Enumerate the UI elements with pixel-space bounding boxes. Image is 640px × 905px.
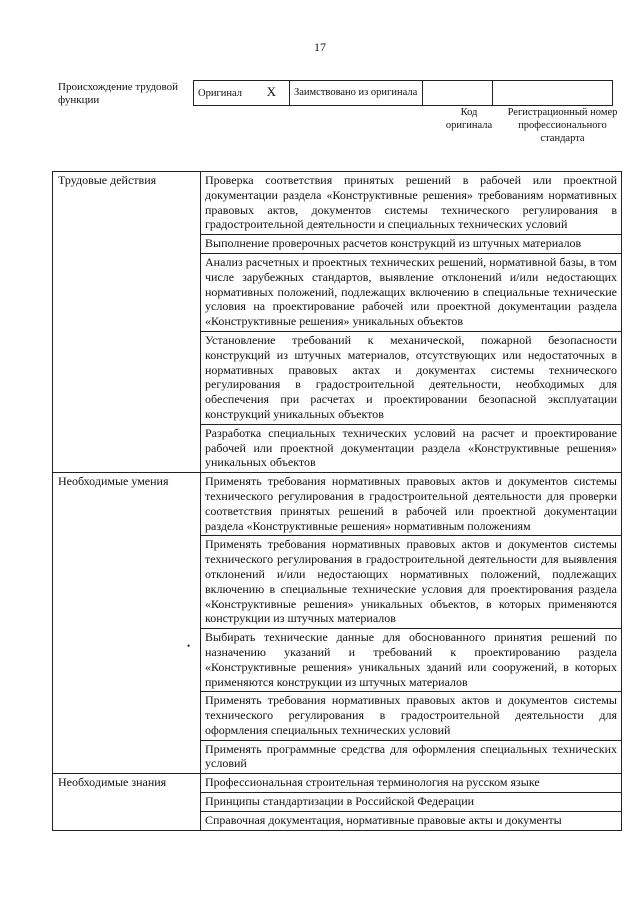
item-cell: Выполнение проверочных расчетов конструкций из штучных материалов: [201, 235, 622, 254]
table-row: [53, 172, 622, 235]
scan-dot-mark: •: [187, 641, 191, 651]
item-cell: Применять требования нормативных правовых актов и документов системы технического регулирования в градостроительной деятельности для оформления специальных технических условий: [201, 692, 622, 740]
category-cell: Необходимые умения: [53, 473, 201, 774]
item-cell: Применять требования нормативных правовых актов и документов системы технического регулирования в градостроительной деятельности для выявления отклонений и/или недостающих нормативных положений, подлежащих включению в специальные технические условия для проектирования раздела «Конструктивные решения» уникальных объектов, в которых применяются конструкции из штучных материалов: [201, 536, 622, 629]
origin-original-label: Оригинал: [198, 88, 242, 99]
item-cell: Установление требований к механической, пожарной безопасности конструкций из штучных материалов, отсутствующих или недостаточных в нормативных правовых актах и документах системы технического регулирования в градостроительной деятельности, необходимых для обеспечения при расчетах и проектировании безопасной эксплуатации конструкций уникальных объектов: [201, 331, 622, 424]
origin-borrowed-cell: Заимствовано из оригинала: [290, 81, 423, 106]
item-cell: Профессиональная строительная терминология на русском языке: [201, 774, 622, 793]
code-caption: Код оригинала: [445, 107, 493, 131]
table-row: [53, 473, 622, 536]
reg-number-caption: Регистрационный номер профессионального стандарта: [507, 107, 618, 144]
category-cell: Необходимые знания: [53, 774, 201, 830]
origin-code-cell: [423, 81, 493, 106]
item-cell: Выбирать технические данные для обоснованного принятия решений по назначению указаний и требований к проектированию раздела «Конструктивные решения» уникальных зданий или сооружений, в которых применяются конструкции из штучных материалов: [201, 629, 622, 692]
category-cell: Трудовые действия: [53, 172, 201, 473]
item-cell: Принципы стандартизации в Российской Федерации: [201, 793, 622, 812]
item-cell: Анализ расчетных и проектных технических решений, нормативной базы, в том числе зарубежных стандартов, выявление отклонений и/или недостающих нормативных положений, подлежащих включению в специальные технические условия на проектирование рабочей или проектной документации раздела «Конструктивные решения» уникальных объектов: [201, 253, 622, 331]
origin-label: Происхождение трудовой функции: [58, 81, 179, 106]
page-number: 17: [314, 40, 326, 54]
origin-original-cell: [194, 81, 290, 106]
table-row: [53, 774, 622, 793]
item-cell: Проверка соответствия принятых решений в рабочей или проектной документации раздела «Конструктивные решения» требованиям нормативных правовых актов, документов системы технического регулирования в градостроительной деятельности и специальных технических условий: [201, 172, 622, 235]
origin-original-mark: X: [266, 84, 277, 99]
item-cell: Разработка специальных технических условий на расчет и проектирование рабочей или проектной документации раздела «Конструктивные решения» уникальных объектов: [201, 424, 622, 472]
origin-table: [193, 80, 613, 106]
item-cell: Применять программные средства для оформления специальных технических условий: [201, 740, 622, 774]
function-table: [52, 171, 622, 831]
item-cell: Применять требования нормативных правовых актов и документов системы технического регулирования в градостроительной деятельности для проверки соответствия принятых решений в рабочей или проектной документации раздела «Конструктивные решения» нормативным положениям: [201, 473, 622, 536]
origin-reg-number-cell: [493, 81, 613, 106]
item-cell: Справочная документация, нормативные правовые акты и документы: [201, 811, 622, 830]
